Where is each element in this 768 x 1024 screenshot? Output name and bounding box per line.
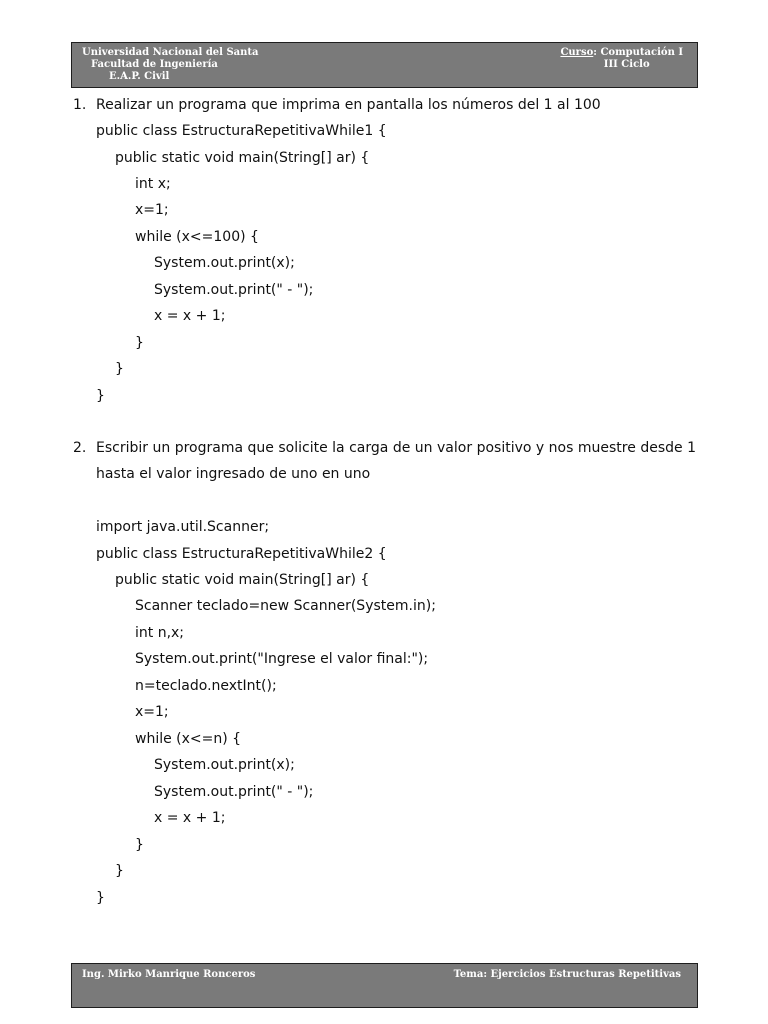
- university-name: Universidad Nacional del Santa: [82, 47, 259, 58]
- institution-block: [82, 47, 259, 83]
- exercise-1-statement: Realizar un programa que imprima en pantalla los números del 1 al 100: [96, 97, 601, 113]
- page-footer: [71, 963, 698, 1008]
- code-line: public static void main(String[] ar) {: [115, 572, 370, 588]
- code-line: System.out.print(" - ");: [154, 282, 314, 298]
- code-line: int n,x;: [135, 625, 185, 641]
- code-line: }: [96, 388, 105, 404]
- code-line: System.out.print(x);: [154, 255, 295, 271]
- exercise-2-number: 2.: [73, 440, 87, 456]
- code-line: x = x + 1;: [154, 810, 226, 826]
- code-line: }: [135, 335, 144, 351]
- code-line: public static void main(String[] ar) {: [115, 150, 370, 166]
- code-line: System.out.print(" - ");: [154, 784, 314, 800]
- code-line: x=1;: [135, 202, 169, 218]
- course-label: Curso: [560, 47, 594, 58]
- author-name: Ing. Mirko Manrique Ronceros: [82, 969, 256, 980]
- code-line: System.out.print("Ingrese el valor final:");: [135, 651, 429, 667]
- code-line: public class EstructuraRepetitivaWhile2 {: [96, 546, 387, 562]
- cycle-label: III Ciclo: [603, 59, 650, 70]
- code-line: import java.util.Scanner;: [96, 519, 270, 535]
- code-line: }: [115, 361, 124, 377]
- code-line: }: [96, 890, 105, 906]
- exercise-2-statement-line-2: hasta el valor ingresado de uno en uno: [96, 466, 371, 482]
- school-name: E.A.P. Civil: [109, 71, 170, 82]
- exercise-2-statement-line-1: Escribir un programa que solicite la carga de un valor positivo y nos muestre desde 1: [96, 440, 696, 456]
- faculty-name: Facultad de Ingeniería: [91, 59, 218, 70]
- course-value: : Computación I: [593, 47, 683, 58]
- code-line: Scanner teclado=new Scanner(System.in);: [135, 598, 436, 614]
- code-line: int x;: [135, 176, 171, 192]
- exercise-1-number: 1.: [73, 97, 87, 113]
- code-line: n=teclado.nextInt();: [135, 678, 277, 694]
- topic-label: Tema: Ejercicios Estructuras Repetitivas: [453, 969, 681, 980]
- code-line: System.out.print(x);: [154, 757, 295, 773]
- code-line: x = x + 1;: [154, 308, 226, 324]
- code-line: while (x<=n) {: [135, 731, 242, 747]
- code-line: while (x<=100) {: [135, 229, 259, 245]
- code-line: x=1;: [135, 704, 169, 720]
- code-line: }: [135, 837, 144, 853]
- course-block: [560, 47, 683, 71]
- code-line: public class EstructuraRepetitivaWhile1 {: [96, 123, 387, 139]
- page-header: [71, 42, 698, 88]
- course-line: [560, 47, 683, 59]
- code-line: }: [115, 863, 124, 879]
